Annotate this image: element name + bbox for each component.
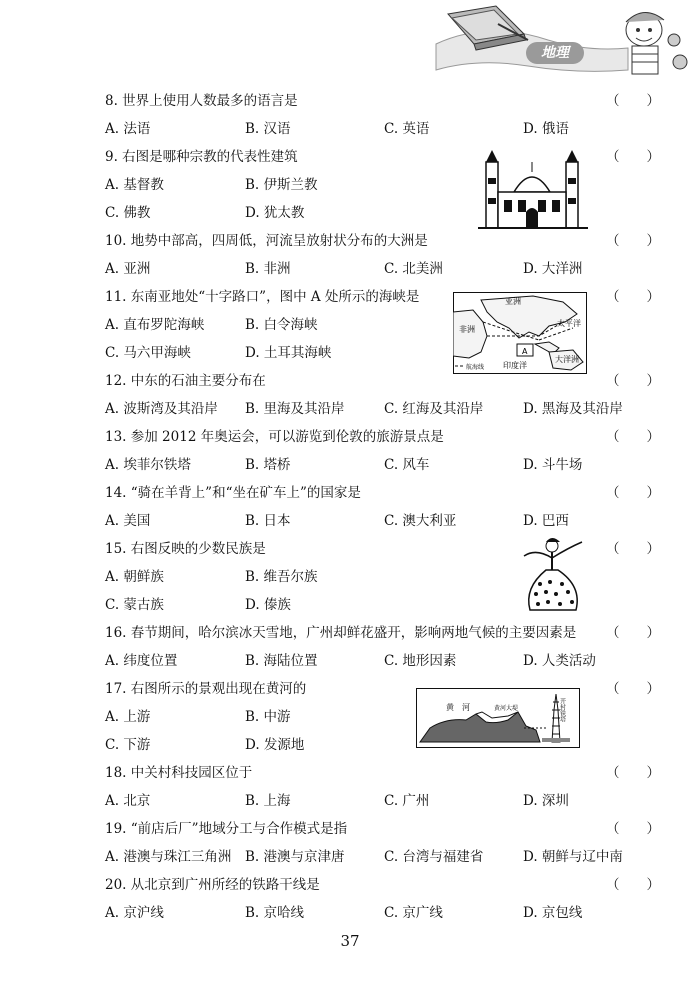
question-19-option-d: D. 朝鲜与辽中南 — [523, 849, 623, 865]
question-15-option-d: D. 傣族 — [245, 597, 291, 613]
question-18-answer-bracket: （ ） — [606, 765, 660, 781]
question-16-option-d: D. 人类活动 — [523, 653, 596, 669]
question-12-option-c: C. 红海及其沿岸 — [384, 401, 484, 417]
question-9-option-c: C. 佛教 — [105, 205, 151, 221]
question-9-option-d: D. 犹太教 — [245, 205, 305, 221]
question-16-option-a: A. 纬度位置 — [105, 653, 178, 669]
question-8-stem: 8. 世界上使用人数最多的语言是 — [105, 93, 298, 109]
map-label-indian-ocean: 印度洋 — [503, 361, 527, 370]
question-13-option-b: B. 塔桥 — [245, 457, 291, 473]
question-16-answer-bracket: （ ） — [606, 625, 660, 641]
question-12-option-a: A. 波斯湾及其沿岸 — [105, 401, 218, 417]
question-20-option-a: A. 京沪线 — [105, 905, 164, 921]
question-20-answer-bracket: （ ） — [606, 877, 660, 893]
question-16-option-b: B. 海陆位置 — [245, 653, 318, 669]
question-12-answer-bracket: （ ） — [606, 373, 660, 389]
question-15-option-c: C. 蒙古族 — [105, 597, 164, 613]
question-19-stem: 19. “前店后厂”地域分工与合作模式是指 — [105, 821, 348, 837]
question-13-answer-bracket: （ ） — [606, 429, 660, 445]
question-20-option-b: B. 京哈线 — [245, 905, 305, 921]
question-15-answer-bracket: （ ） — [606, 541, 660, 557]
question-11-option-b: B. 白令海峡 — [245, 317, 318, 333]
fig17-label-tower: 开封铁塔 — [558, 698, 566, 722]
question-14-option-c: C. 澳大利亚 — [384, 513, 457, 529]
yellow-river-cross-section — [416, 688, 580, 748]
question-16-option-c: C. 地形因素 — [384, 653, 457, 669]
question-20-option-d: D. 京包线 — [523, 905, 583, 921]
question-13-option-d: D. 斗牛场 — [523, 457, 583, 473]
subject-badge — [526, 42, 584, 64]
question-11-option-a: A. 直布罗陀海峡 — [105, 317, 205, 333]
question-10-stem: 10. 地势中部高，四周低，河流呈放射状分布的大洲是 — [105, 233, 428, 249]
question-8-option-d: D. 俄语 — [523, 121, 569, 137]
question-9-stem: 9. 右图是哪种宗教的代表性建筑 — [105, 149, 298, 165]
map-legend-shipping-route: 航海线 — [466, 364, 485, 371]
question-19-answer-bracket: （ ） — [606, 821, 660, 837]
question-14-option-d: D. 巴西 — [523, 513, 569, 529]
question-19-option-b: B. 港澳与京津唐 — [245, 849, 345, 865]
question-17-answer-bracket: （ ） — [606, 681, 660, 697]
question-18-stem: 18. 中关村科技园区位于 — [105, 765, 253, 781]
question-13-option-a: A. 埃菲尔铁塔 — [105, 457, 191, 473]
question-10-answer-bracket: （ ） — [606, 233, 660, 249]
question-10-option-b: B. 非洲 — [245, 261, 291, 277]
question-18-option-a: A. 北京 — [105, 793, 151, 809]
header-decoration — [428, 0, 700, 86]
fig17-label-yellow-river: 黄 河 — [446, 703, 470, 712]
question-17-option-d: D. 发源地 — [245, 737, 305, 753]
question-11-option-c: C. 马六甲海峡 — [105, 345, 191, 361]
question-19-option-a: A. 港澳与珠江三角洲 — [105, 849, 232, 865]
question-9-option-a: A. 基督教 — [105, 177, 164, 193]
question-8-option-c: C. 英语 — [384, 121, 430, 137]
question-19-option-c: C. 台湾与福建省 — [384, 849, 484, 865]
question-18-option-b: B. 上海 — [245, 793, 291, 809]
question-13-option-c: C. 风车 — [384, 457, 430, 473]
map-label-strait-a: A — [522, 347, 528, 356]
question-17-stem: 17. 右图所示的景观出现在黄河的 — [105, 681, 307, 697]
question-14-answer-bracket: （ ） — [606, 485, 660, 501]
dancer-illustration — [516, 536, 588, 614]
question-17-option-b: B. 中游 — [245, 709, 291, 725]
question-14-option-a: A. 美国 — [105, 513, 151, 529]
question-14-option-b: B. 日本 — [245, 513, 291, 529]
question-9-answer-bracket: （ ） — [606, 149, 660, 165]
question-9-option-b: B. 伊斯兰教 — [245, 177, 318, 193]
page-number: 37 — [340, 932, 360, 950]
question-8-option-a: A. 法语 — [105, 121, 151, 137]
question-18-option-c: C. 广州 — [384, 793, 430, 809]
question-18-option-d: D. 深圳 — [523, 793, 569, 809]
question-15-option-a: A. 朝鲜族 — [105, 569, 164, 585]
map-label-oceania: 大洋洲 — [555, 355, 579, 364]
question-10-option-c: C. 北美洲 — [384, 261, 443, 277]
question-11-option-d: D. 土耳其海峡 — [245, 345, 332, 361]
question-8-option-b: B. 汉语 — [245, 121, 291, 137]
question-8-answer-bracket: （ ） — [606, 93, 660, 109]
map-label-pacific: 太平洋 — [557, 319, 581, 328]
question-13-stem: 13. 参加 2012 年奥运会，可以游览到伦敦的旅游景点是 — [105, 429, 444, 445]
map-label-africa: 非洲 — [459, 325, 475, 334]
southeast-asia-map — [453, 292, 587, 374]
question-15-stem: 15. 右图反映的少数民族是 — [105, 541, 266, 557]
question-11-stem: 11. 东南亚地处“十字路口”，图中 A 处所示的海峡是 — [105, 289, 420, 305]
question-15-option-b: B. 维吾尔族 — [245, 569, 318, 585]
question-10-option-d: D. 大洋洲 — [523, 261, 583, 277]
question-17-option-a: A. 上游 — [105, 709, 151, 725]
map-label-asia: 亚洲 — [505, 297, 521, 306]
question-12-option-b: B. 里海及其沿岸 — [245, 401, 345, 417]
question-20-stem: 20. 从北京到广州所经的铁路干线是 — [105, 877, 320, 893]
question-20-option-c: C. 京广线 — [384, 905, 443, 921]
question-12-option-d: D. 黑海及其沿岸 — [523, 401, 623, 417]
fig17-label-dyke: 黄河大堤 — [494, 705, 519, 712]
question-10-option-a: A. 亚洲 — [105, 261, 151, 277]
mosque-illustration — [478, 148, 588, 232]
question-12-stem: 12. 中东的石油主要分布在 — [105, 373, 266, 389]
question-14-stem: 14. “骑在羊背上”和“坐在矿车上”的国家是 — [105, 485, 361, 501]
question-11-answer-bracket: （ ） — [606, 289, 660, 305]
question-16-stem: 16. 春节期间，哈尔滨冰天雪地，广州却鲜花盛开，影响两地气候的主要因素是 — [105, 625, 577, 641]
subject-label: 地理 — [541, 45, 569, 61]
question-17-option-c: C. 下游 — [105, 737, 151, 753]
